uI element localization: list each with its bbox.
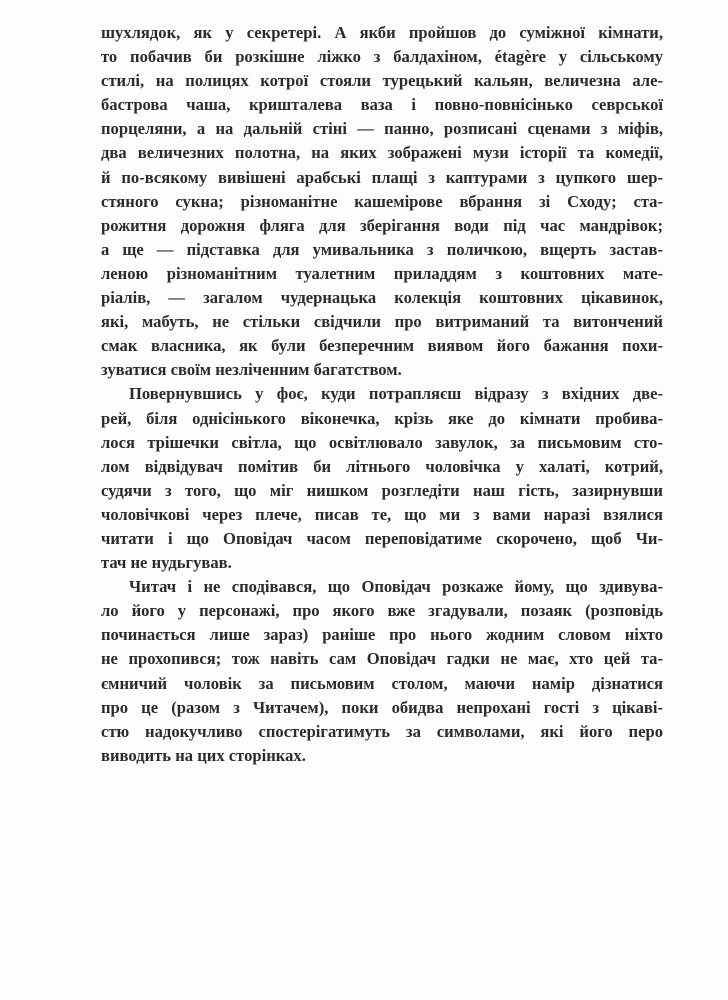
paragraph-1 (101, 21, 663, 382)
text-line: читати і що Оповідач часом переповідатиме скорочено, щоб Чи- (101, 528, 663, 548)
text-line: чоловічкові через плече, писав те, що ми з вами наразі взялися (101, 504, 663, 524)
text-line: а ще — підставка для умивальника з поличкою, вщерть застав- (101, 239, 663, 259)
text-line: лом відвідувач помітив би літнього чоловічка у халаті, котрий, (101, 456, 663, 476)
paragraph-3 (101, 575, 663, 768)
text-line: які, мабуть, не стільки свідчили про витриманий та витончений (101, 312, 663, 332)
text-line: Читач і не сподівався, що Оповідач розкаже йому, що здивува- (129, 577, 663, 597)
text-line: починається лише зараз) раніше про нього жодним словом ніхто (101, 625, 663, 645)
text-line: бастрова чаша, кришталева ваза і повно-повнісінько севрської (101, 95, 663, 115)
text-line: стяного сукна; різноманітне кашемірове вбрання зі Сходу; ста- (101, 191, 663, 211)
text-line: шухлядок, як у секретері. А якби пройшов до суміжної кімнати, (101, 23, 663, 42)
text-line: рей, біля однісінького віконечка, крізь яке до кімнати пробива- (101, 408, 663, 428)
text-line: зуватися своїм незліченним багатством. (101, 360, 402, 380)
text-line: й по-всякому вивішені арабські плащі з каптурами з цупкого шер- (101, 167, 663, 187)
text-line: стилі, на полицях котрої стояли турецький кальян, величезна але- (101, 71, 663, 91)
text-line: ріалів, — загалом чудернацька колекція коштовних цікавинок, (101, 288, 663, 308)
text-line: леною різноманітним туалетним приладдям з коштовних мате- (101, 263, 663, 283)
text-line: про це (разом з Читачем), поки обидва непрохані гості з цікаві- (101, 697, 663, 717)
text-line: то побачив би розкішне ліжко з балдахіном, étagère у сільському (101, 47, 663, 67)
text-line: виводить на цих сторінках. (101, 745, 306, 765)
paragraph-2 (101, 382, 663, 575)
text-line: рожитня дорожня фляга для зберігання води під час мандрівок; (101, 215, 663, 235)
text-line: Повернувшись у фоє, куди потрапляєш відразу з вхідних две- (129, 384, 663, 404)
text-line: смак власника, як були безперечним виявом його бажання похи- (101, 336, 663, 356)
text-line: порцеляни, а на дальній стіні — панно, розписані сценами з міфів, (101, 119, 663, 139)
text-line: два величезних полотна, на яких зображені музи історії та комедії, (101, 143, 663, 163)
text-line: стю надокучливо спостерігатимуть за символами, які його перо (101, 721, 663, 741)
body-text (101, 21, 663, 768)
text-line: не прохопився; тож навіть сам Оповідач гадки не має, хто цей та- (101, 649, 663, 669)
text-line: ємничий чоловік за письмовим столом, маючи намір дізнатися (101, 673, 663, 693)
text-line: лося трішечки світла, що освітлювало завулок, за письмовим сто- (101, 432, 663, 452)
text-line: тач не нудьгував. (101, 553, 232, 573)
text-line: судячи з того, що міг нишком розгледіти наш гість, зазирнувши (101, 480, 663, 500)
text-line: ло його у персонажі, про якого вже згадували, позаяк (розповідь (101, 601, 663, 621)
